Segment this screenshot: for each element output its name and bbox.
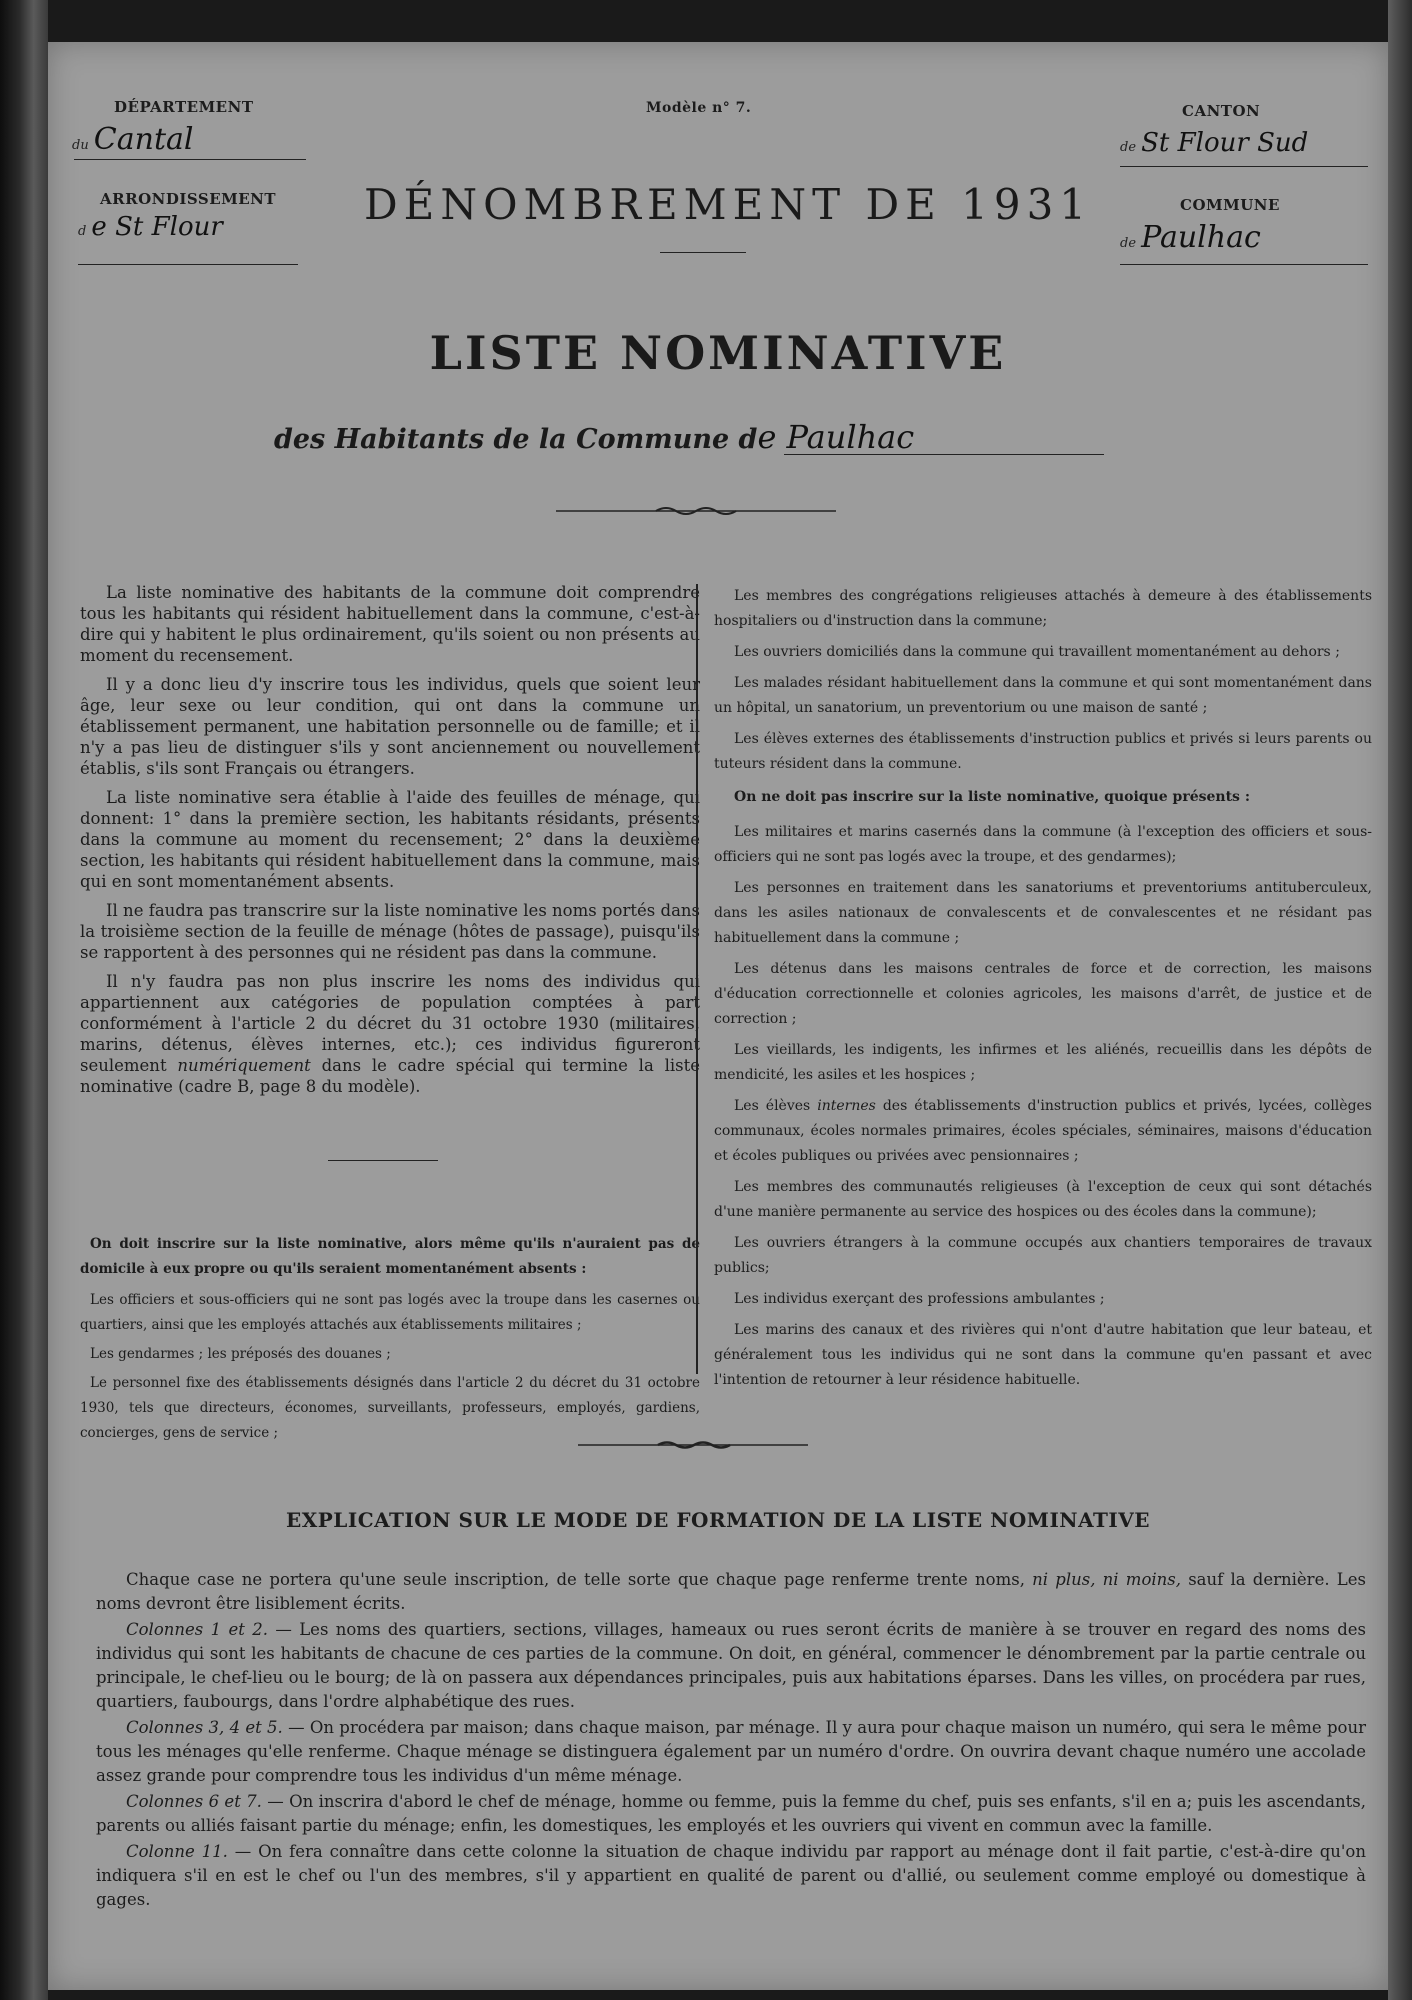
colonnes-3-4-5-lead: Colonnes 3, 4 et 5. bbox=[126, 1718, 283, 1737]
explication-colonnes-3-4-5 bbox=[96, 1716, 1366, 1788]
departement-value: Cantal bbox=[93, 122, 194, 157]
colonnes-1-2-lead: Colonnes 1 et 2. bbox=[126, 1620, 268, 1639]
exclusion-intro: On ne doit pas inscrire sur la liste nominative, quoique présents : bbox=[734, 789, 1250, 805]
left-paragraph-5 bbox=[80, 971, 700, 1097]
explication-heading: EXPLICATION SUR LE MODE DE FORMATION DE LA LISTE NOMINATIVE bbox=[285, 1508, 1151, 1532]
explication-colonne-11 bbox=[96, 1840, 1366, 1912]
subtitle-text: des Habitants de la Commune d bbox=[274, 424, 758, 455]
arrondissement-prefix: d bbox=[78, 224, 87, 239]
departement-prefix: du bbox=[72, 138, 89, 153]
exclusion-item-4: Les vieillards, les indigents, les infirmes et les aliénés, recueillis dans les dépôts de mendicité, les asiles et les hospices ; bbox=[714, 1042, 1372, 1083]
canton-prefix: de bbox=[1120, 140, 1137, 155]
left-paragraph-2: Il y a donc lieu d'y inscrire tous les individus, quels que soient leur âge, leur sexe ou leur condition, qui ont dans la commune un établissement permanent, une habitation personnelle ou de famille; et il n'y a pas lieu de distinguer s'ils y sont anciennement ou nouvellement établis, s'ils sont Français ou étrangers. bbox=[80, 675, 700, 778]
explication-body bbox=[96, 1568, 1366, 1914]
arrondissement-value: e St Flour bbox=[91, 212, 223, 242]
right-item-1: Les membres des congrégations religieuses attachés à demeure à des établissements hospitaliers ou d'instruction dans la commune; bbox=[714, 588, 1372, 629]
departement-underline bbox=[74, 159, 306, 160]
right-item-3: Les malades résidant habituellement dans la commune et qui sont momentanément dans un hôpital, un sanatorium, un preventorium ou une maison de santé ; bbox=[714, 675, 1372, 716]
arrondissement-label: ARRONDISSEMENT bbox=[100, 190, 277, 208]
exclusion-item-1: Les militaires et marins casernés dans la commune (à l'exception des officiers et sous-officiers qui ne sont pas logés avec la troupe, et des gendarmes); bbox=[714, 824, 1372, 865]
commune-label: COMMUNE bbox=[1180, 196, 1280, 214]
left-paragraph-5-italic: numériquement bbox=[177, 1056, 311, 1075]
explication-colonnes-6-7 bbox=[96, 1790, 1366, 1838]
left-paragraph-5-part-b: dans le cadre spécial qui termine la liste nominative (cadre B, page 8 du modèle). bbox=[80, 1056, 700, 1096]
commune-field bbox=[1120, 220, 1380, 255]
exclusion-item-9: Les marins des canaux et des rivières qui n'ont d'autre habitation que leur bateau, et généralement tous les individus qui ne sont dans la commune qu'en passant et avec l'intention de retourner à leur résidence habituelle. bbox=[714, 1322, 1372, 1388]
colonnes-3-4-5-text: — On procédera par maison; dans chaque maison, par ménage. Il y aura pour chaque maison un numéro, qui sera le même pour tous les ménages qu'elle renferme. Chaque ménage se distinguera également par un numéro d'ordre. On ouvrira devant chaque numéro une accolade assez grande pour comprendre tous les individus d'un même ménage. bbox=[96, 1718, 1366, 1785]
exclusion-item-6: Les membres des communautés religieuses (à l'exception de ceux qui sont détachés d'une manière permanente au service des hospices ou des écoles dans la commune); bbox=[714, 1179, 1372, 1220]
main-title: LISTE NOMINATIVE bbox=[429, 326, 1007, 380]
binding-right-edge bbox=[1388, 0, 1412, 2000]
column-divider bbox=[696, 584, 698, 1374]
subtitle-handwritten: e Paulhac bbox=[757, 418, 915, 456]
exclusion-item-5 bbox=[714, 1094, 1372, 1169]
left-paragraph-1: La liste nominative des habitants de la commune doit comprendre tous les habitants qui résident habituellement dans la commune, c'est-à-dire qui y habitent le plus ordinairement, qu'ils soient ou non présents au moment du recensement. bbox=[80, 583, 700, 665]
canton-value: St Flour Sud bbox=[1141, 128, 1309, 158]
subtitle-underline bbox=[784, 454, 1104, 455]
inclusion-item-3: Le personnel fixe des établissements désignés dans l'article 2 du décret du 31 octobre 1930, tels que directeurs, économes, surveillants, professeurs, employés, gardiens, concierges, gens de service ; bbox=[80, 1375, 700, 1441]
exclusion-item-7: Les ouvriers étrangers à la commune occupés aux chantiers temporaires de travaux publics; bbox=[714, 1235, 1372, 1276]
commune-underline bbox=[1120, 264, 1368, 265]
colonnes-6-7-lead: Colonnes 6 et 7. bbox=[126, 1792, 262, 1811]
inclusion-item-2: Les gendarmes ; les préposés des douanes ; bbox=[90, 1346, 391, 1362]
left-paragraph-3: La liste nominative sera établie à l'aide des feuilles de ménage, qui donnent: 1° dans la première section, les habitants résidants, présents dans la commune au moment du recensement; 2° dans la deuxième section, les habitants qui résident habituellement dans la commune, mais qui en sont momentanément absents. bbox=[80, 788, 700, 891]
ornament-divider-bottom bbox=[578, 1438, 808, 1452]
left-inclusion-list bbox=[80, 1232, 700, 1450]
explication-p1-italic: ni plus, ni moins, bbox=[1032, 1570, 1181, 1589]
canton-field bbox=[1120, 128, 1380, 158]
exclusion-item-8: Les individus exerçant des professions ambulantes ; bbox=[734, 1291, 1105, 1307]
right-item-2: Les ouvriers domiciliés dans la commune qui travaillent momentanément au dehors ; bbox=[734, 644, 1340, 660]
model-number: Modèle n° 7. bbox=[646, 100, 752, 116]
left-column-rule bbox=[328, 1160, 438, 1161]
eleves-part-b: des établissements d'instruction publics et privés, lycées, collèges communaux, écoles normales primaires, écoles spéciales, séminaires, maisons d'éducation et écoles publiques ou privées avec pensionnaires ; bbox=[714, 1098, 1372, 1164]
explication-p1-part-b: sauf la dernière. Les noms devront être lisiblement écrits. bbox=[96, 1570, 1366, 1613]
colonnes-6-7-text: — On inscrira d'abord le chef de ménage, homme ou femme, puis la femme du chef, puis ses enfants, s'il en a; puis les ascendants, parents ou alliés faisant partie du ménage; enfin, les domestiques, les employés et les ouvriers qui vivent en commun avec la famille. bbox=[96, 1792, 1366, 1835]
left-instructions-column bbox=[80, 582, 700, 1105]
canton-underline bbox=[1120, 166, 1368, 167]
explication-p1-part-a: Chaque case ne portera qu'une seule inscription, de telle sorte que chaque page renferme trente noms, bbox=[126, 1570, 1033, 1589]
colonne-11-lead: Colonne 11. bbox=[126, 1842, 228, 1861]
explication-colonnes-1-2 bbox=[96, 1618, 1366, 1714]
inclusion-intro: On doit inscrire sur la liste nominative, alors même qu'ils n'auraient pas de domicile à eux propre ou qu'ils seraient momentanément absents : bbox=[80, 1236, 700, 1277]
eleves-italic: internes bbox=[817, 1098, 876, 1114]
commune-prefix: de bbox=[1120, 236, 1137, 251]
arrondissement-field bbox=[78, 212, 328, 242]
departement-label: DÉPARTEMENT bbox=[114, 98, 254, 116]
left-paragraph-4: Il ne faudra pas transcrire sur la liste nominative les noms portés dans la troisième section de la feuille de ménage (hôtes de passage), puisqu'ils se rapportent à des personnes qui ne résident pas dans la commune. bbox=[80, 901, 700, 962]
document-title: DÉNOMBREMENT DE 1931 bbox=[364, 180, 1093, 229]
colonnes-1-2-text: — Les noms des quartiers, sections, villages, hameaux ou rues seront écrits de manière à se trouver en regard des noms des individus qui sont les habitants de chacune de ces parties de la commune. On doit, en général, commencer le dénombrement par la partie centrale ou principale, le chef-lieu ou le bourg; de là on passera aux dépendances principales, puis aux habitations éparses. Dans les villes, on procédera par rues, quartiers, faubourgs, dans l'ordre alphabétique des rues. bbox=[96, 1620, 1366, 1711]
commune-value: Paulhac bbox=[1141, 220, 1261, 255]
inclusion-item-1: Les officiers et sous-officiers qui ne sont pas logés avec la troupe dans les casernes ou quartiers, ainsi que les employés attachés aux établissements militaires ; bbox=[80, 1292, 700, 1333]
subtitle bbox=[274, 418, 1174, 456]
exclusion-item-3: Les détenus dans les maisons centrales de force et de correction, les maisons d'éducation correctionnelle et colonies agricoles, les maisons d'arrêt, de justice et de correction ; bbox=[714, 961, 1372, 1027]
eleves-part-a: Les élèves bbox=[734, 1098, 818, 1114]
arrondissement-underline bbox=[78, 264, 298, 265]
census-sheet bbox=[48, 42, 1388, 1990]
left-paragraph-5-part-a: Il n'y faudra pas non plus inscrire les noms des individus qui appartiennent aux catégories de population comptées à part conformément à l'article 2 du décret du 31 octobre 1930 (militaires, marins, détenus, élèves internes, etc.); ces individus figureront seulement bbox=[80, 972, 700, 1075]
binding-left-edge bbox=[0, 0, 48, 2000]
explication-paragraph-1 bbox=[96, 1568, 1366, 1616]
colonne-11-text: — On fera connaître dans cette colonne la situation de chaque individu par rapport au ménage dont il fait partie, c'est-à-dire qu'on indiquera s'il en est le chef ou l'un des membres, s'il y appartient en qualité de parent ou d'allié, ou seulement comme employé ou domestique à gages. bbox=[96, 1842, 1366, 1909]
canton-label: CANTON bbox=[1182, 102, 1261, 120]
right-item-4: Les élèves externes des établissements d'instruction publics et privés si leurs parents ou tuteurs résident dans la commune. bbox=[714, 731, 1372, 772]
right-instructions-column bbox=[714, 584, 1372, 1399]
ornament-divider-top bbox=[556, 504, 836, 518]
departement-field bbox=[72, 122, 322, 157]
exclusion-item-2: Les personnes en traitement dans les sanatoriums et preventoriums antituberculeux, dans les asiles nationaux de convalescents et de convalescentes et ne résidant pas habituellement dans la commune ; bbox=[714, 880, 1372, 946]
title-rule bbox=[660, 252, 746, 253]
